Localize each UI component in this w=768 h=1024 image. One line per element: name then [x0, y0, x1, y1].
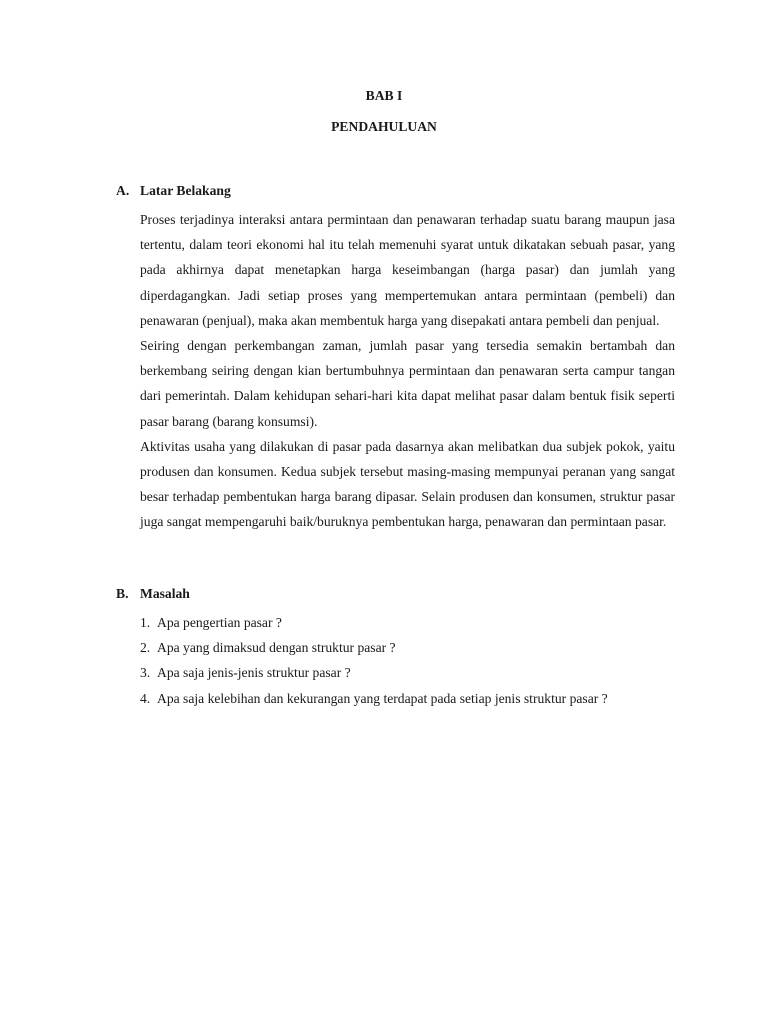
list-item-number: 2.: [140, 640, 151, 656]
section-heading: [116, 182, 675, 199]
list-item-number: 4.: [140, 690, 151, 706]
list-item: [140, 686, 675, 711]
problem-list: [140, 610, 675, 711]
chapter-title: PENDAHULUAN: [331, 119, 437, 134]
list-item-text: Apa saja kelebihan dan kekurangan yang terdapat pada setiap jenis struktur pasar ?: [157, 690, 608, 706]
section-heading: [116, 585, 675, 602]
paragraph: Seiring dengan perkembangan zaman, jumlah pasar yang tersedia semakin bertambah dan berkembang seiring dengan kian bertumbuhnya permintaan dan penawaran serta campur tangan dari pemerintah. Dalam kehidupan sehari-hari kita dapat melihat pasar dalam bentuk fisik seperti pasar barang (barang konsumsi).: [140, 338, 675, 429]
section-letter: A.: [116, 183, 130, 198]
chapter-number: BAB I: [365, 88, 403, 103]
section-latar-belakang: [116, 182, 675, 535]
section-body: [140, 207, 675, 535]
list-item: [140, 635, 675, 660]
paragraph: Proses terjadinya interaksi antara permintaan dan penawaran terhadap suatu barang maupun jasa tertentu, dalam teori ekonomi hal itu telah memenuhi syarat untuk dikatakan sebuah pasar, yang pada akhirnya dapat menetapkan harga keseimbangan (harga pasar) dan jumlah yang diperdagangkan. Jadi setiap proses yang mempertemukan antara permintaan (pembeli) dan penawaran (penjual), maka akan membentuk harga yang disepakati antara pembeli dan penjual.: [140, 212, 675, 328]
list-item-number: 3.: [140, 665, 151, 681]
list-item: [140, 660, 675, 685]
list-item-text: Apa yang dimaksud dengan struktur pasar ?: [157, 640, 396, 656]
section-masalah: [116, 585, 675, 711]
list-item-text: Apa saja jenis-jenis struktur pasar ?: [157, 665, 351, 681]
paragraph: Aktivitas usaha yang dilakukan di pasar pada dasarnya akan melibatkan dua subjek pokok, yaitu produsen dan konsumen. Kedua subjek tersebut masing-masing mempunyai peranan yang sangat besar terhadap pembentukan harga barang dipasar. Selain produsen dan konsumen, struktur pasar juga sangat mempengaruhi baik/buruknya pembentukan harga, penawaran dan permintaan pasar.: [140, 438, 675, 530]
list-item-number: 1.: [140, 615, 151, 630]
section-title: Masalah: [140, 586, 190, 601]
section-title: Latar Belakang: [140, 183, 231, 198]
list-item-text: Apa pengertian pasar ?: [157, 615, 282, 630]
list-item: [140, 610, 675, 635]
section-letter: B.: [116, 586, 129, 601]
